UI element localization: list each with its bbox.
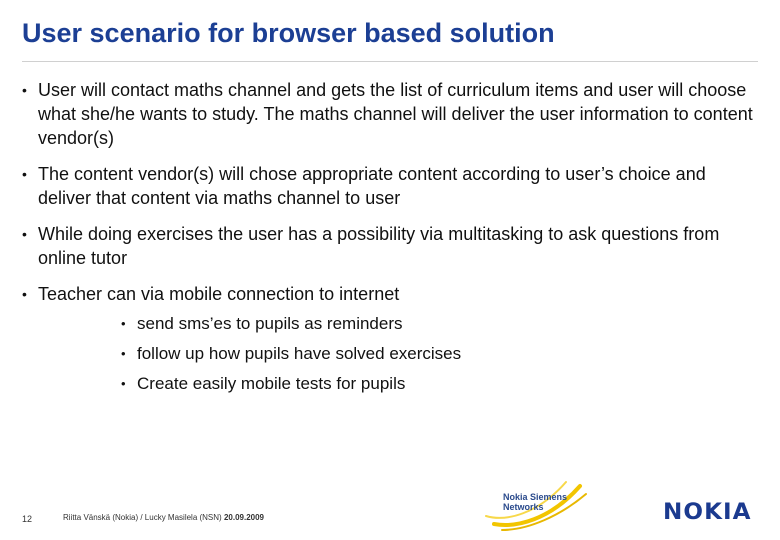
bullet-item bbox=[22, 222, 762, 270]
sub-bullet-text: Create easily mobile tests for pupils bbox=[137, 374, 406, 393]
sub-bullet-item bbox=[121, 314, 762, 334]
bullet-dot-icon: • bbox=[22, 286, 27, 302]
page-number: 12 bbox=[22, 514, 33, 524]
bullet-dot-icon: • bbox=[22, 166, 27, 182]
footer-credit bbox=[63, 513, 264, 522]
title-divider bbox=[22, 61, 758, 62]
nsn-logo: Nokia Siemens Networks bbox=[503, 492, 568, 512]
slide-title: User scenario for browser based solution bbox=[22, 18, 555, 48]
sub-bullet-dot-icon: • bbox=[121, 346, 126, 361]
sub-bullet-text: follow up how pupils have solved exercises bbox=[137, 344, 462, 363]
bullet-item bbox=[22, 162, 762, 210]
sub-bullet-dot-icon: • bbox=[121, 376, 126, 391]
sub-bullet-item bbox=[121, 374, 762, 394]
sub-bullet-dot-icon: • bbox=[121, 316, 126, 331]
footer-date: 20.09.2009 bbox=[223, 513, 264, 522]
sub-bullet-text: send sms’es to pupils as reminders bbox=[137, 314, 403, 333]
bullet-dot-icon: • bbox=[22, 226, 27, 242]
bullet-text: While doing exercises the user has a possibility via multitasking to ask questions from online tutor bbox=[38, 224, 720, 268]
bullet-item bbox=[22, 78, 762, 150]
nokia-logo: NOKIA bbox=[663, 500, 752, 525]
bullet-dot-icon: • bbox=[22, 82, 27, 98]
sub-bullet-item bbox=[121, 344, 762, 364]
bullet-list bbox=[22, 78, 762, 406]
sub-bullet-list bbox=[38, 314, 762, 394]
footer-authors: Riitta Vänskä (Nokia) / Lucky Masilela (NSN) bbox=[63, 513, 222, 522]
bullet-text: User will contact maths channel and gets the list of curriculum items and user will choose what she/he wants to study. The maths channel will deliver the user information to content vendor(s) bbox=[38, 80, 753, 148]
bullet-text: Teacher can via mobile connection to internet bbox=[38, 284, 400, 304]
bullet-text: The content vendor(s) will chose appropriate content according to user’s choice and deliver that content via maths channel to user bbox=[38, 164, 706, 208]
bullet-item bbox=[22, 282, 762, 394]
